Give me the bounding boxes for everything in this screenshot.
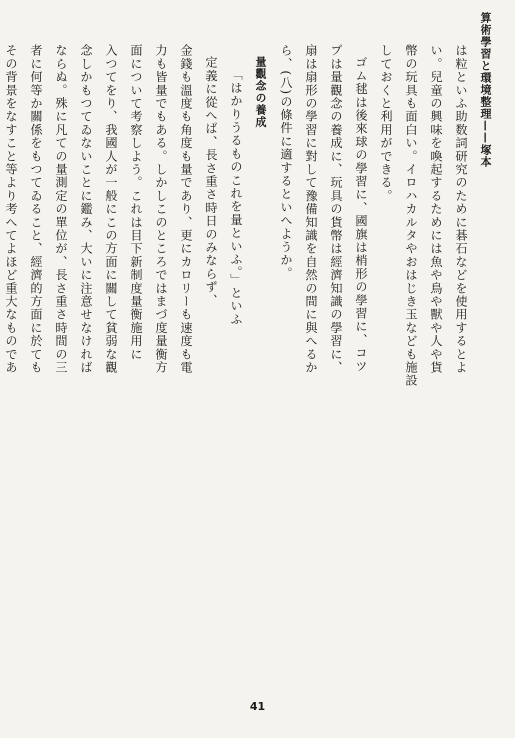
text-line: 面について考察しよう。これは目下新制度量衡施用に	[129, 44, 143, 361]
running-title: 算術學習と環境整理——塚本	[479, 12, 492, 168]
text-line: 幣の玩具も面白い。イロハカルタやおはじき玉なども施設	[404, 44, 418, 388]
text-line: ら、(八)の條件に適するといへようか。	[279, 44, 293, 280]
text-line: 定義に從へば、長さ重さ時日のみならず、	[204, 56, 218, 307]
text-line: は粒といふ助数詞研究のために碁石などを使用するとよ	[454, 44, 468, 374]
text-line: 入つてをり、我國人が一般にこの方面に關して貧弱な觀	[104, 44, 118, 374]
text-line: ならぬ。殊に凡ての量測定の單位が、長さ重さ時間の三	[54, 44, 68, 374]
text-line: 「はかりうるものこれを量といふ。」といふ	[229, 68, 243, 326]
text-line: 念しかもつてゐないことに鑑み、大いに注意せなければ	[79, 44, 93, 374]
text-line: 力も皆量でもある。しかしこのところではまづ度量衡方	[154, 44, 168, 374]
page-number: 41	[249, 700, 266, 713]
text-line: 者に何等か關係をもつてゐること、經濟的方面に於ても	[29, 44, 43, 374]
text-line: い。兒童の興味を喚起するためには魚や鳥や獸や人や貨	[429, 44, 443, 374]
text-line: ゴム毬は後來球の學習に、國旗は梢形の學習に、コツ	[354, 56, 368, 373]
section-heading: 量觀念の養成	[254, 56, 267, 128]
text-line: その背景をなすこと等より考へてよほど重大なものであ	[4, 44, 18, 374]
text-line: プは量觀念の養成に、玩具の貨幣は經濟知識の學習に、	[329, 44, 343, 374]
text-line: 金錢も溫度も角度も量であり、更にカロリーも速度も電	[179, 44, 193, 374]
text-line: しておくと利用ができる。	[379, 44, 393, 203]
page-body	[4, 44, 473, 684]
text-line: 扇は扇形の學習に對して豫備知識を自然の間に與へるか	[304, 44, 318, 374]
